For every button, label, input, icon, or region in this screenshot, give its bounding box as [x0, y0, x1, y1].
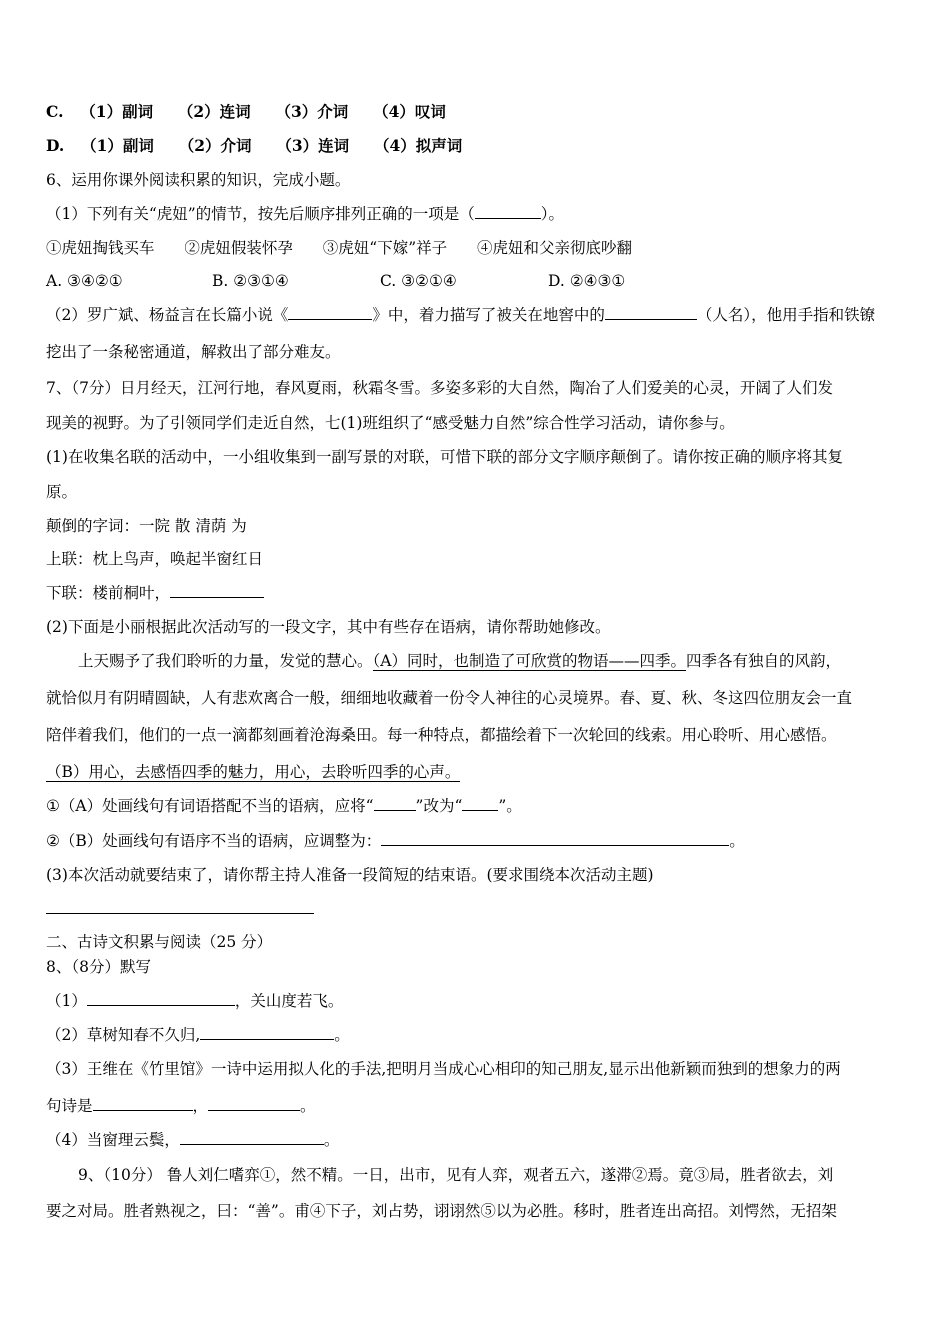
q6-part2-text: （人名），他用手指和铁镣 — [696, 306, 876, 324]
q8-item2 — [46, 1025, 908, 1045]
choice-b[interactable]: B. ②③①④ — [212, 272, 289, 290]
answer-blank[interactable] — [462, 796, 498, 811]
q7-question-b — [46, 831, 908, 851]
passage-text: 四季各有独自的风韵， — [685, 652, 841, 670]
option-item: （2）连词 — [177, 102, 251, 121]
question-text: ”。 — [498, 797, 522, 815]
passage-text: 上天赐予了我们聆听的力量，发觉的慧心。 — [78, 652, 373, 670]
section-heading: 二、古诗文积累与阅读（25 分） — [46, 933, 273, 951]
poem-text: 。 — [323, 1131, 340, 1149]
q7-question-a — [46, 796, 908, 816]
option-item: （3）连词 — [276, 136, 350, 155]
q7-sub2-stem: (2)下面是小丽根据此次活动写的一段文字，其中有些存在语病，请你帮助她修改。 — [46, 618, 611, 636]
q6-events — [46, 238, 908, 258]
event-item: ③虎妞“下嫁”祥子 — [322, 239, 448, 257]
q6-part2 — [46, 305, 908, 325]
passage-line3: 陪伴着我们，他们的一点一滴都刻画着沧海桑田。每一种特点，都描绘着下一次轮回的线索。用心聆听、用心感悟。 — [46, 726, 837, 744]
poem-text: 。 — [334, 1026, 350, 1044]
poem-text: （4）当窗理云鬓， — [46, 1131, 180, 1149]
answer-blank[interactable] — [288, 305, 372, 320]
question-text: 。 — [729, 832, 745, 850]
option-item: （2）介词 — [178, 136, 252, 155]
choice-a[interactable]: A. ③④②① — [46, 272, 123, 290]
q9-line1: 9、（10分） 鲁人刘仁嗜弈①，然不精。一日，出市，见有人弈，观者五六，遂滞②焉。竟③局，胜者欲去，刘 — [78, 1166, 834, 1184]
q6-part1-text: （1）下列有关“虎妞”的情节，按先后顺序排列正确的一项是（ — [46, 205, 475, 223]
event-item: ④虎妞和父亲彻底吵翻 — [477, 239, 633, 257]
q7-sub3: (3)本次活动就要结束了，请你帮主持人准备一段简短的结束语。(要求围绕本次活动主题) — [46, 866, 654, 884]
q7-intro-line2: 现美的视野。为了引领同学们走近自然，七(1)班组织了“感受魅力自然”综合性学习活动，请你参与。 — [46, 414, 735, 432]
option-item: （4）拟声词 — [373, 136, 463, 155]
answer-blank[interactable] — [93, 1096, 193, 1111]
q8-item1 — [46, 991, 908, 1011]
poem-text: 句诗是 — [46, 1097, 93, 1115]
answer-blank[interactable] — [475, 204, 541, 219]
event-item: ②虎妞假装怀孕 — [184, 239, 293, 257]
q7-reversed-words: 颠倒的字词：一院 散 清荫 为 — [46, 517, 247, 535]
answer-blank[interactable] — [180, 1130, 324, 1145]
answer-line[interactable] — [46, 913, 314, 914]
option-item: （3）介词 — [275, 102, 349, 121]
answer-blank[interactable] — [605, 305, 697, 320]
q5-option-d — [46, 136, 908, 156]
answer-blank[interactable] — [374, 796, 416, 811]
q7-upper-couplet: 上联：枕上鸟声，唤起半窗红日 — [46, 550, 264, 568]
q8-item4 — [46, 1130, 908, 1150]
q6-part2-line2: 挖出了一条秘密通道，解救出了部分难友。 — [46, 343, 341, 361]
answer-blank[interactable] — [208, 1096, 300, 1111]
q8-item3-line1: （3）王维在《竹里馆》一诗中运用拟人化的手法,把明月当成心心相印的知己朋友,显示出他新颖而独到的想象力的两 — [46, 1060, 841, 1078]
lower-couplet-text: 下联：楼前桐叶， — [46, 584, 171, 602]
choice-d[interactable]: D. ②④③① — [548, 272, 626, 290]
option-item: （1）副词 — [80, 102, 154, 121]
underlined-sentence-a: （A）同时，也制造了可欣赏的物语——四季。 — [372, 652, 686, 670]
question-text: ②（B）处画线句有语序不当的语病，应调整为： — [46, 832, 382, 850]
answer-blank[interactable] — [170, 583, 264, 598]
answer-blank[interactable] — [200, 1025, 334, 1040]
option-letter: C. — [46, 102, 64, 121]
passage-line2: 就恰似月有阴晴圆缺，人有悲欢离合一般，细细地收藏着一份令人神往的心灵境界。春、夏、秋、冬这四位朋友会一直 — [46, 689, 853, 707]
q6-part2-text: （2）罗广斌、杨益言在长篇小说《 — [46, 306, 289, 324]
q7-sub1-line2: 原。 — [46, 483, 78, 501]
option-item: （1）副词 — [81, 136, 154, 155]
passage-line4 — [46, 762, 908, 782]
option-item: （4）叹词 — [373, 102, 446, 121]
q6-part1 — [46, 204, 908, 224]
passage-line1 — [78, 651, 940, 671]
poem-text: （2）草树知春不久归, — [46, 1026, 201, 1044]
option-letter: D. — [46, 136, 65, 155]
answer-blank[interactable] — [381, 831, 729, 846]
q6-stem: 6、运用你课外阅读积累的知识，完成小题。 — [46, 171, 351, 189]
q6-part1-end: ）。 — [540, 205, 564, 223]
poem-text: ，关山度若飞。 — [234, 992, 344, 1010]
q8-stem: 8、（8分）默写 — [46, 958, 151, 976]
q8-item3-line2 — [46, 1096, 908, 1116]
underlined-sentence-b: （B）用心，去感悟四季的魅力，用心，去聆听四季的心声。 — [46, 763, 461, 781]
poem-text: 。 — [300, 1097, 316, 1115]
event-item: ①虎妞掏钱买车 — [46, 239, 155, 257]
question-text: ①（A）处画线句有词语搭配不当的语病，应将“ — [46, 797, 374, 815]
q5-option-c — [46, 102, 908, 122]
q7-sub1-line1: (1)在收集名联的活动中，一小组收集到一副写景的对联，可惜下联的部分文字顺序颠倒了。请你按正确的顺序将其复 — [46, 448, 843, 466]
q7-intro-line1: 7、（7分）日月经天，江河行地，春风夏雨，秋霜冬雪。多姿多彩的大自然，陶冶了人们爱美的心灵，开阔了人们发 — [46, 379, 833, 397]
q9-line2: 要之对局。胜者熟视之，曰：“善”。甫④下子，刘占势，诩诩然⑤以为必胜。移时，胜者连出高招。刘愕然，无招架 — [46, 1202, 837, 1220]
question-text: ”改为“ — [415, 797, 463, 815]
choice-c[interactable]: C. ③②①④ — [380, 272, 457, 290]
q7-lower-couplet — [46, 583, 908, 603]
q6-part2-text: 》中，着力描写了被关在地窖中的 — [372, 306, 605, 324]
answer-blank[interactable] — [87, 991, 235, 1006]
poem-text: ， — [192, 1097, 209, 1115]
q6-choices — [46, 271, 908, 291]
item-number: （1） — [46, 992, 87, 1010]
